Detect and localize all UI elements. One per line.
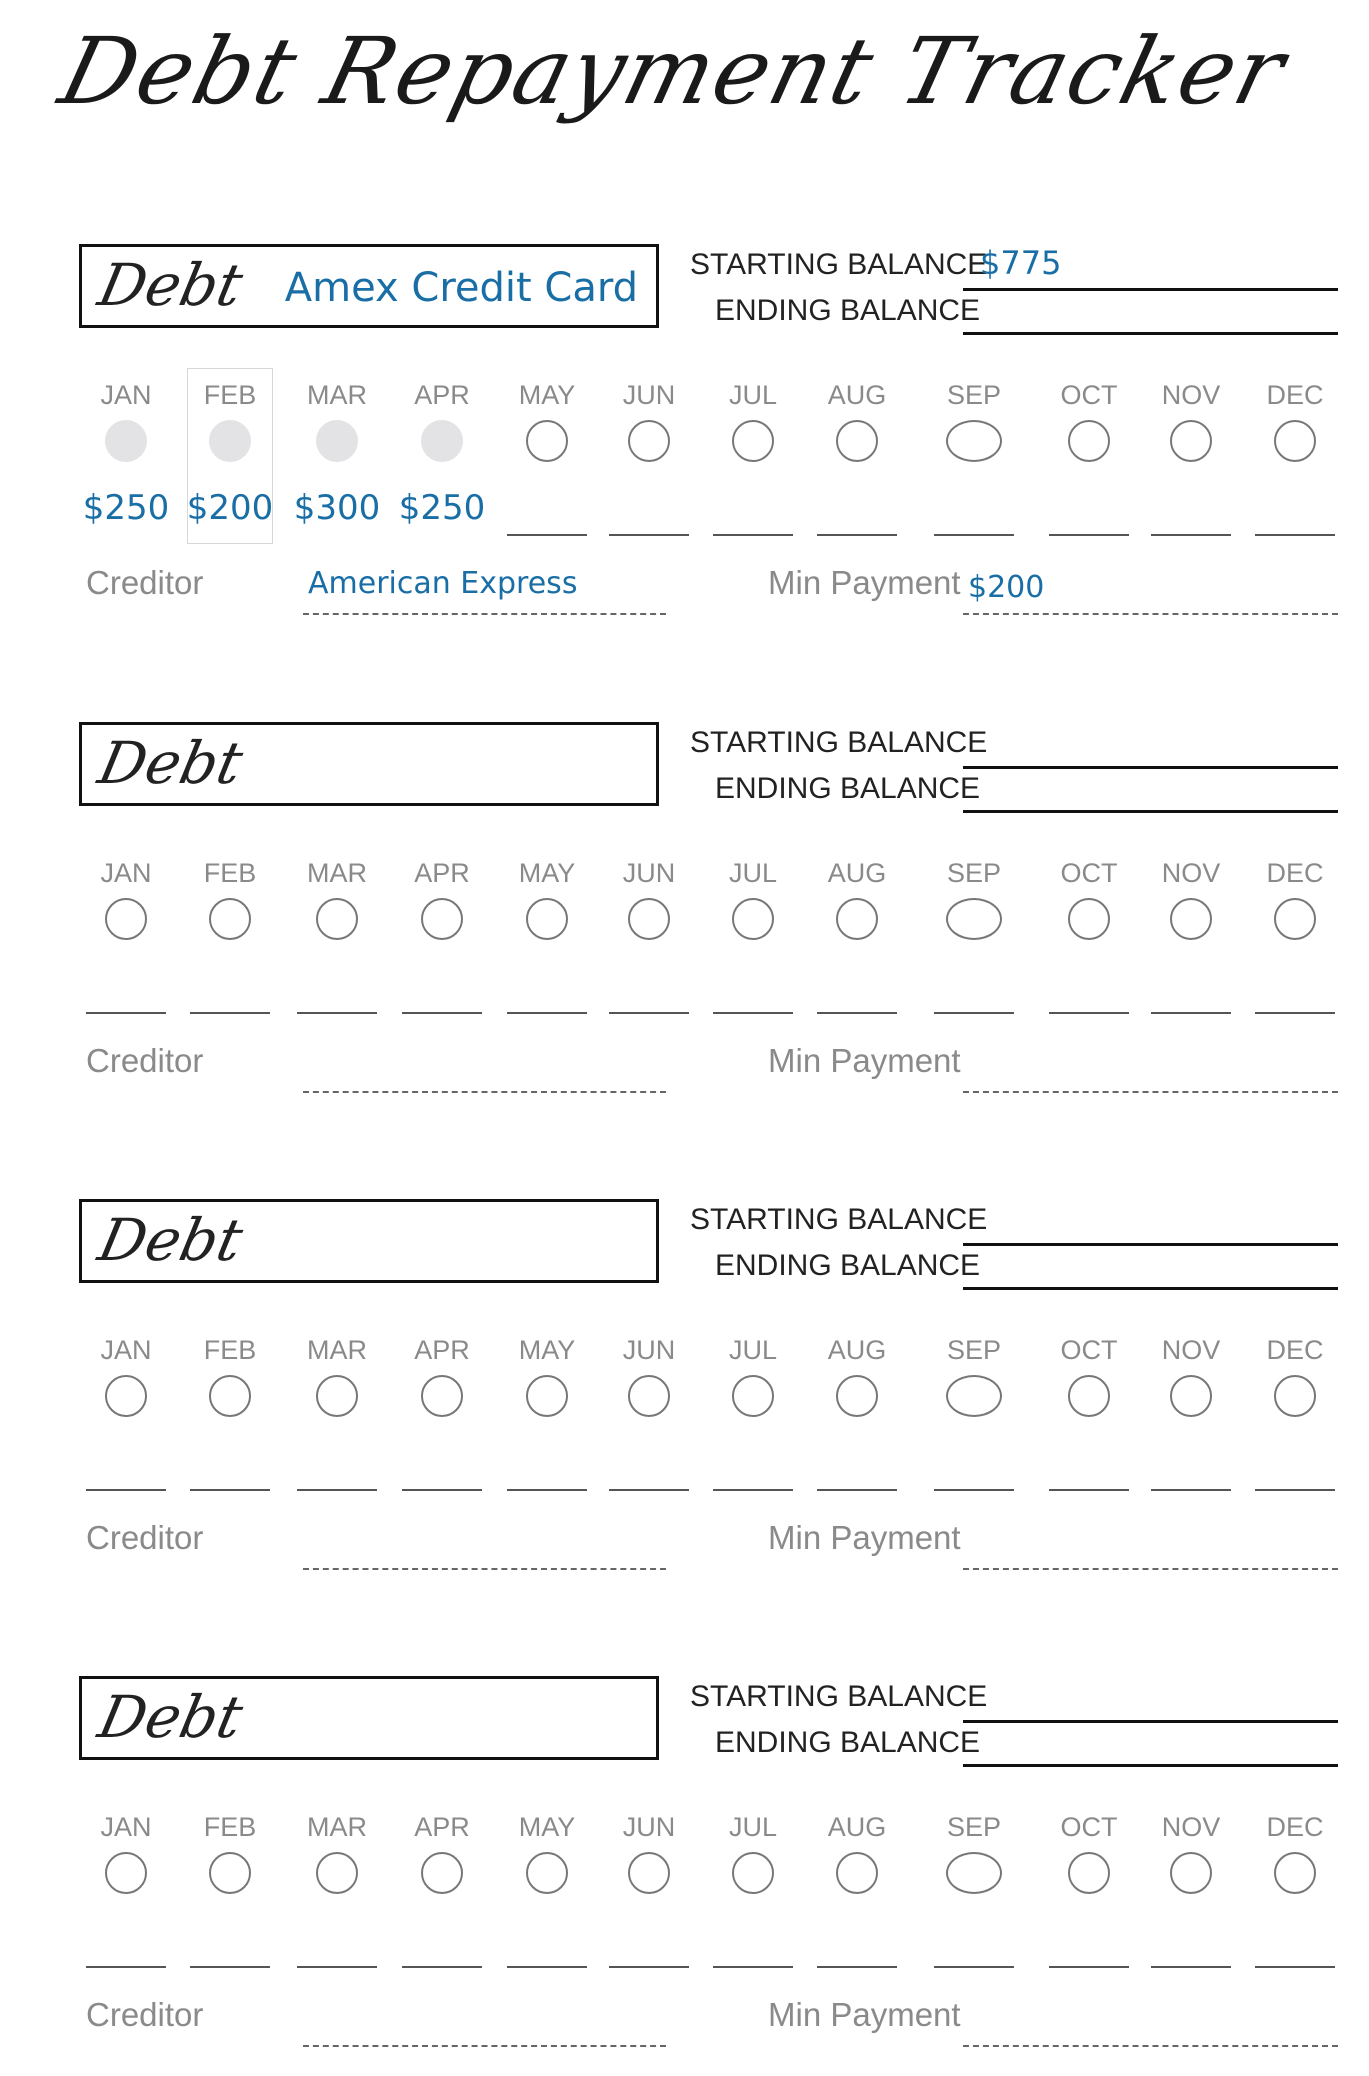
paid-circle-jun[interactable] <box>628 1852 670 1894</box>
debt-label: Debt <box>92 251 249 319</box>
month-label-sep: SEP <box>946 380 1002 410</box>
month-label-may: MAY <box>518 1335 576 1365</box>
paid-circle-sep[interactable] <box>946 1375 1002 1417</box>
payment-line-oct[interactable] <box>1049 1489 1129 1491</box>
creditor-label: Creditor <box>86 564 204 601</box>
month-label-jun: JUN <box>622 1335 676 1365</box>
payment-line-aug[interactable] <box>817 1966 897 1968</box>
month-label-jan: JAN <box>100 380 152 410</box>
month-label-apr: APR <box>414 1812 470 1842</box>
payment-line-may[interactable] <box>507 1012 587 1014</box>
payment-line-jun[interactable] <box>609 534 689 536</box>
payment-line-oct[interactable] <box>1049 1966 1129 1968</box>
starting-balance-line[interactable] <box>963 1243 1338 1246</box>
month-label-mar: MAR <box>307 1812 367 1842</box>
ending-balance-label: ENDING BALANCE <box>715 1249 981 1282</box>
month-label-may: MAY <box>518 858 576 888</box>
ending-balance-label: ENDING BALANCE <box>715 1726 981 1759</box>
starting-balance-line[interactable] <box>963 1720 1338 1723</box>
month-label-feb: FEB <box>203 1812 257 1842</box>
debt-section <box>0 1676 1369 2076</box>
min-payment-label: Min Payment <box>768 564 961 601</box>
payment-line-mar[interactable] <box>297 1489 377 1491</box>
paid-circle-aug[interactable] <box>836 1852 878 1894</box>
starting-balance-line[interactable] <box>963 766 1338 769</box>
month-label-dec: DEC <box>1266 380 1324 410</box>
paid-circle-may[interactable] <box>526 420 568 462</box>
payment-line-oct[interactable] <box>1049 534 1129 536</box>
min-payment-line[interactable] <box>963 2045 1338 2047</box>
paid-circle-may[interactable] <box>526 1375 568 1417</box>
debt-label: Debt <box>92 1206 249 1274</box>
paid-circle-jul[interactable] <box>732 898 774 940</box>
ending-balance-line[interactable] <box>963 1287 1338 1290</box>
payment-line-sep[interactable] <box>934 1489 1014 1491</box>
payment-line-sep[interactable] <box>934 1012 1014 1014</box>
paid-circle-dec[interactable] <box>1274 1375 1316 1417</box>
payment-line-nov[interactable] <box>1151 1966 1231 1968</box>
month-label-apr: APR <box>414 858 470 888</box>
month-label-oct: OCT <box>1060 1335 1118 1365</box>
paid-circle-aug[interactable] <box>836 420 878 462</box>
paid-circle-jan[interactable] <box>105 420 147 462</box>
paid-circle-jan[interactable] <box>105 898 147 940</box>
paid-circle-jun[interactable] <box>628 420 670 462</box>
payment-line-jun[interactable] <box>609 1966 689 1968</box>
min-payment-label: Min Payment <box>768 1996 961 2033</box>
month-label-jan: JAN <box>100 1335 152 1365</box>
starting-balance-label: STARTING BALANCE <box>690 1680 988 1713</box>
debt-section <box>0 722 1369 1122</box>
creditor-label: Creditor <box>86 1996 204 2033</box>
month-label-mar: MAR <box>307 380 367 410</box>
paid-circle-oct[interactable] <box>1068 1852 1110 1894</box>
paid-circle-nov[interactable] <box>1170 898 1212 940</box>
debt-name-box[interactable] <box>79 244 659 328</box>
debt-name-box[interactable] <box>79 1199 659 1283</box>
ending-balance-label: ENDING BALANCE <box>715 772 981 805</box>
month-label-oct: OCT <box>1060 858 1118 888</box>
month-label-mar: MAR <box>307 1335 367 1365</box>
payment-line-nov[interactable] <box>1151 1489 1231 1491</box>
paid-circle-sep[interactable] <box>946 1852 1002 1894</box>
paid-circle-aug[interactable] <box>836 898 878 940</box>
paid-circle-nov[interactable] <box>1170 1375 1212 1417</box>
payment-line-mar[interactable] <box>297 1012 377 1014</box>
month-label-jul: JUL <box>728 1812 777 1842</box>
payment-line-may[interactable] <box>507 534 587 536</box>
paid-circle-may[interactable] <box>526 898 568 940</box>
paid-circle-jul[interactable] <box>732 1375 774 1417</box>
paid-circle-dec[interactable] <box>1274 420 1316 462</box>
payment-line-dec[interactable] <box>1255 534 1335 536</box>
starting-balance-label: STARTING BALANCE <box>690 248 988 281</box>
paid-circle-apr[interactable] <box>421 1375 463 1417</box>
payment-line-feb[interactable] <box>190 1489 270 1491</box>
starting-balance-label: STARTING BALANCE <box>690 1203 988 1236</box>
month-label-aug: AUG <box>827 1335 887 1365</box>
payment-line-sep[interactable] <box>934 534 1014 536</box>
paid-circle-jan[interactable] <box>105 1852 147 1894</box>
month-label-aug: AUG <box>827 1812 887 1842</box>
debt-section <box>0 1199 1369 1599</box>
month-label-jan: JAN <box>100 858 152 888</box>
paid-circle-nov[interactable] <box>1170 1852 1212 1894</box>
payment-line-aug[interactable] <box>817 534 897 536</box>
payment-line-may[interactable] <box>507 1489 587 1491</box>
debt-label: Debt <box>92 1683 249 1751</box>
creditor-label: Creditor <box>86 1519 204 1556</box>
debt-name-value[interactable]: Amex Credit Card <box>284 265 638 311</box>
payment-line-may[interactable] <box>507 1966 587 1968</box>
month-label-may: MAY <box>518 380 576 410</box>
paid-circle-feb[interactable] <box>209 1375 251 1417</box>
month-label-jun: JUN <box>622 380 676 410</box>
payment-line-feb[interactable] <box>190 1966 270 1968</box>
payment-line-aug[interactable] <box>817 1012 897 1014</box>
paid-circle-mar[interactable] <box>316 1375 358 1417</box>
min-payment-line[interactable] <box>963 613 1338 615</box>
creditor-line[interactable] <box>303 1568 666 1570</box>
month-label-dec: DEC <box>1266 1812 1324 1842</box>
payment-line-jul[interactable] <box>713 1012 793 1014</box>
month-label-aug: AUG <box>827 380 887 410</box>
month-label-nov: NOV <box>1161 1812 1221 1842</box>
payment-line-jan[interactable] <box>86 1489 166 1491</box>
payment-line-apr[interactable] <box>402 1966 482 1968</box>
creditor-line[interactable] <box>303 613 666 615</box>
month-label-feb: FEB <box>203 380 257 410</box>
month-label-jul: JUL <box>728 380 777 410</box>
paid-circle-dec[interactable] <box>1274 898 1316 940</box>
month-label-oct: OCT <box>1060 1812 1118 1842</box>
month-label-dec: DEC <box>1266 858 1324 888</box>
paid-circle-oct[interactable] <box>1068 898 1110 940</box>
min-payment-label: Min Payment <box>768 1519 961 1556</box>
month-label-oct: OCT <box>1060 380 1118 410</box>
paid-circle-feb[interactable] <box>209 898 251 940</box>
paid-circle-apr[interactable] <box>421 1852 463 1894</box>
month-label-aug: AUG <box>827 858 887 888</box>
payment-line-feb[interactable] <box>190 1012 270 1014</box>
payment-line-sep[interactable] <box>934 1966 1014 1968</box>
creditor-label: Creditor <box>86 1042 204 1079</box>
payment-line-apr[interactable] <box>402 1012 482 1014</box>
month-label-nov: NOV <box>1161 1335 1221 1365</box>
payment-line-jul[interactable] <box>713 1966 793 1968</box>
month-label-apr: APR <box>414 1335 470 1365</box>
min-payment-value[interactable]: $200 <box>968 570 1045 605</box>
paid-circle-jan[interactable] <box>105 1375 147 1417</box>
paid-circle-jul[interactable] <box>732 1852 774 1894</box>
payment-line-jun[interactable] <box>609 1012 689 1014</box>
starting-balance-value[interactable]: $775 <box>980 244 1062 282</box>
starting-balance-label: STARTING BALANCE <box>690 726 988 759</box>
month-label-dec: DEC <box>1266 1335 1324 1365</box>
paid-circle-jul[interactable] <box>732 420 774 462</box>
debt-name-box[interactable] <box>79 1676 659 1760</box>
month-label-jun: JUN <box>622 1812 676 1842</box>
payment-line-oct[interactable] <box>1049 1012 1129 1014</box>
ending-balance-label: ENDING BALANCE <box>715 294 981 327</box>
paid-circle-jun[interactable] <box>628 1375 670 1417</box>
paid-circle-dec[interactable] <box>1274 1852 1316 1894</box>
paid-circle-aug[interactable] <box>836 1375 878 1417</box>
payment-line-jul[interactable] <box>713 1489 793 1491</box>
payment-line-dec[interactable] <box>1255 1489 1335 1491</box>
paid-circle-apr[interactable] <box>421 420 463 462</box>
paid-circle-mar[interactable] <box>316 420 358 462</box>
month-label-jul: JUL <box>728 858 777 888</box>
ending-balance-line[interactable] <box>963 810 1338 813</box>
debt-name-box[interactable] <box>79 722 659 806</box>
ending-balance-line[interactable] <box>963 1764 1338 1767</box>
paid-circle-may[interactable] <box>526 1852 568 1894</box>
paid-circle-oct[interactable] <box>1068 1375 1110 1417</box>
paid-circle-nov[interactable] <box>1170 420 1212 462</box>
payment-line-jun[interactable] <box>609 1489 689 1491</box>
payment-amount-jan[interactable]: $250 <box>82 488 170 528</box>
paid-circle-oct[interactable] <box>1068 420 1110 462</box>
min-payment-line[interactable] <box>963 1568 1338 1570</box>
creditor-value[interactable]: American Express <box>308 566 578 601</box>
payment-line-dec[interactable] <box>1255 1966 1335 1968</box>
payment-line-apr[interactable] <box>402 1489 482 1491</box>
payment-amount-feb[interactable]: $200 <box>186 488 274 528</box>
min-payment-label: Min Payment <box>768 1042 961 1079</box>
month-label-sep: SEP <box>946 1812 1002 1842</box>
payment-line-jul[interactable] <box>713 534 793 536</box>
paid-circle-mar[interactable] <box>316 898 358 940</box>
payment-line-aug[interactable] <box>817 1489 897 1491</box>
payment-line-mar[interactable] <box>297 1966 377 1968</box>
paid-circle-feb[interactable] <box>209 420 251 462</box>
ending-balance-line[interactable] <box>963 332 1338 335</box>
month-label-feb: FEB <box>203 1335 257 1365</box>
payment-line-nov[interactable] <box>1151 534 1231 536</box>
month-label-sep: SEP <box>946 1335 1002 1365</box>
paid-circle-feb[interactable] <box>209 1852 251 1894</box>
month-label-apr: APR <box>414 380 470 410</box>
month-label-may: MAY <box>518 1812 576 1842</box>
paid-circle-apr[interactable] <box>421 898 463 940</box>
payment-amount-apr[interactable]: $250 <box>398 488 486 528</box>
debt-label: Debt <box>92 729 249 797</box>
payment-line-jan[interactable] <box>86 1012 166 1014</box>
debt-section <box>0 244 1369 644</box>
month-label-jan: JAN <box>100 1812 152 1842</box>
payment-line-dec[interactable] <box>1255 1012 1335 1014</box>
paid-circle-sep[interactable] <box>946 420 1002 462</box>
month-label-mar: MAR <box>307 858 367 888</box>
payment-line-nov[interactable] <box>1151 1012 1231 1014</box>
month-label-nov: NOV <box>1161 858 1221 888</box>
payment-line-jan[interactable] <box>86 1966 166 1968</box>
payment-amount-mar[interactable]: $300 <box>293 488 381 528</box>
month-label-jun: JUN <box>622 858 676 888</box>
creditor-line[interactable] <box>303 2045 666 2047</box>
page-title: Debt Repayment Tracker <box>50 18 1297 125</box>
creditor-line[interactable] <box>303 1091 666 1093</box>
month-label-nov: NOV <box>1161 380 1221 410</box>
paid-circle-mar[interactable] <box>316 1852 358 1894</box>
month-label-jul: JUL <box>728 1335 777 1365</box>
paid-circle-sep[interactable] <box>946 898 1002 940</box>
month-label-feb: FEB <box>203 858 257 888</box>
min-payment-line[interactable] <box>963 1091 1338 1093</box>
month-label-sep: SEP <box>946 858 1002 888</box>
starting-balance-line[interactable] <box>963 288 1338 291</box>
paid-circle-jun[interactable] <box>628 898 670 940</box>
